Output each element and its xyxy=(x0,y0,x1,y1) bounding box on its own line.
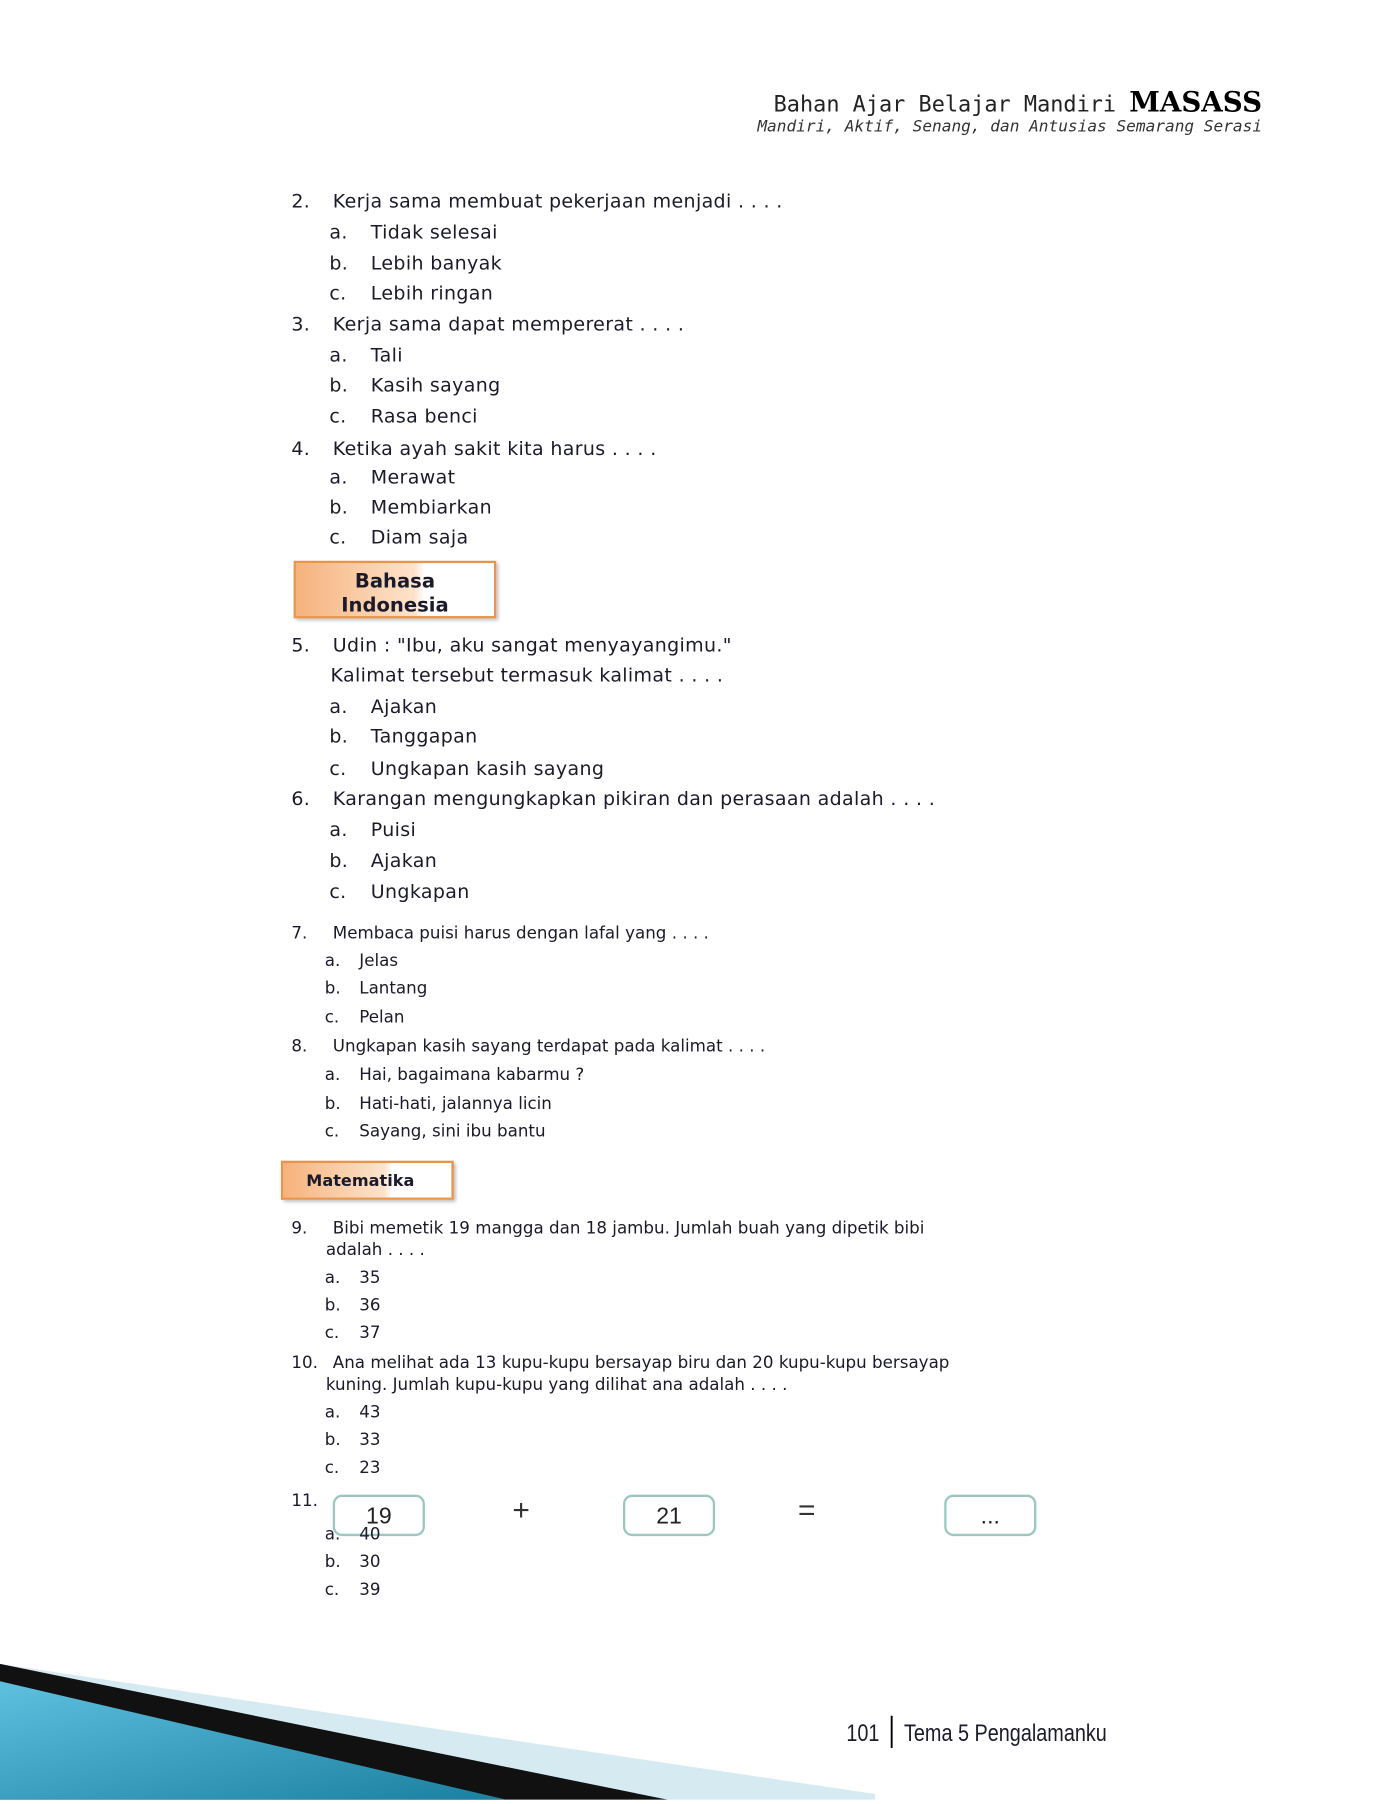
option-text: 23 xyxy=(359,1458,381,1478)
answer-option xyxy=(329,881,469,903)
question-text: Udin : "Ibu, aku sangat menyayangimu." xyxy=(332,634,732,657)
answer-option xyxy=(325,980,428,998)
question-6 xyxy=(291,788,935,810)
answer-option xyxy=(329,466,455,488)
option-text: Hati-hati, jalannya licin xyxy=(359,1095,552,1114)
option-label: a. xyxy=(329,466,348,489)
option-label: a. xyxy=(329,818,348,841)
option-label: c. xyxy=(324,1122,340,1142)
question-text-continued: kuning. Jumlah kupu-kupu yang dilihat ana adalah . . . . xyxy=(325,1376,788,1395)
answer-option xyxy=(329,758,604,780)
question-text: Ana melihat ada 13 kupu-kupu bersayap biru dan 20 kupu-kupu bersayap xyxy=(332,1354,950,1373)
answer-option xyxy=(325,1095,552,1113)
option-text: Ajakan xyxy=(370,849,438,872)
option-text: 33 xyxy=(359,1431,381,1450)
page-number: 101 xyxy=(846,1720,880,1747)
option-text: 39 xyxy=(359,1581,381,1600)
answer-option xyxy=(329,725,477,747)
option-label: a. xyxy=(329,344,348,367)
question-number: 10. xyxy=(291,1354,318,1373)
answer-option xyxy=(325,1009,405,1027)
footer-divider xyxy=(891,1716,893,1748)
option-label: c. xyxy=(324,1008,340,1028)
question-number: 9. xyxy=(291,1219,308,1238)
question-text: Bibi memetik 19 mangga dan 18 jambu. Jumlah buah yang dipetik bibi xyxy=(332,1219,925,1238)
option-text: Sayang, sini ibu bantu xyxy=(359,1122,546,1142)
answer-option xyxy=(325,1459,381,1477)
option-label: b. xyxy=(329,496,349,519)
option-text: Diam saja xyxy=(370,526,469,549)
option-text: 35 xyxy=(359,1268,381,1288)
option-label: b. xyxy=(324,1431,341,1450)
question-text: Ketika ayah sakit kita harus . . . . xyxy=(332,437,657,460)
question-text-continued: adalah . . . . xyxy=(325,1241,425,1260)
option-text: Rasa benci xyxy=(370,405,478,428)
option-label: b. xyxy=(329,252,349,275)
option-label: a. xyxy=(329,221,348,243)
option-label: b. xyxy=(324,1553,341,1572)
option-label: c. xyxy=(329,405,347,428)
option-text: Kasih sayang xyxy=(370,374,501,397)
answer-option xyxy=(329,526,468,548)
section-matematika: Matematika xyxy=(281,1161,454,1200)
answer-option xyxy=(329,496,492,518)
answer-option xyxy=(325,1297,381,1315)
question-text-continued: Kalimat tersebut termasuk kalimat . . . . xyxy=(330,664,724,687)
option-text: Lebih ringan xyxy=(370,282,494,304)
answer-option xyxy=(329,850,437,872)
option-text: 37 xyxy=(359,1324,381,1343)
section-label-line2: Indonesia xyxy=(341,594,449,618)
question-4 xyxy=(291,438,656,460)
question-number: 5. xyxy=(291,634,311,657)
question-text: Ungkapan kasih sayang terdapat pada kalimat . . . . xyxy=(332,1037,766,1056)
question-number: 11. xyxy=(291,1492,318,1511)
section-label-line1: Bahasa xyxy=(354,569,436,594)
option-label: a. xyxy=(324,1268,341,1288)
option-label: b. xyxy=(329,849,349,872)
option-text: Tidak selesai xyxy=(370,221,498,243)
option-text: Pelan xyxy=(359,1008,405,1028)
header-title xyxy=(774,85,1262,118)
question-number: 3. xyxy=(291,313,311,336)
answer-option xyxy=(325,1269,381,1287)
equals-sign: = xyxy=(797,1492,816,1527)
answer-option xyxy=(325,1581,381,1599)
answer-option xyxy=(329,282,493,304)
option-label: c. xyxy=(329,282,347,304)
answer-option xyxy=(325,952,398,970)
question-7 xyxy=(291,925,709,943)
plus-sign: + xyxy=(512,1492,530,1527)
option-text: Lantang xyxy=(359,979,428,999)
option-label: c. xyxy=(324,1458,340,1478)
question-number: 6. xyxy=(291,787,311,810)
option-text: 40 xyxy=(359,1525,381,1545)
answer-option xyxy=(325,1066,585,1084)
answer-option xyxy=(325,1526,381,1544)
answer-option xyxy=(329,252,502,274)
option-text: Ajakan xyxy=(370,695,438,718)
option-text: Lebih banyak xyxy=(370,252,502,275)
header-brand: MASASS xyxy=(1129,85,1263,119)
question-number: 2. xyxy=(291,189,311,212)
option-label: b. xyxy=(324,979,341,999)
option-label: c. xyxy=(329,526,347,549)
question-text: Membaca puisi harus dengan lafal yang . . . . xyxy=(332,924,709,944)
answer-option xyxy=(329,221,497,243)
question-2 xyxy=(291,190,782,212)
section-bahasa-indonesia xyxy=(294,561,497,619)
option-label: c. xyxy=(324,1324,340,1343)
option-text: Puisi xyxy=(370,818,417,841)
option-label: a. xyxy=(324,952,341,971)
footer-decoration xyxy=(0,1658,875,1800)
option-text: Tanggapan xyxy=(370,725,478,748)
option-label: c. xyxy=(329,880,347,903)
answer-option xyxy=(329,374,500,396)
option-label: b. xyxy=(324,1296,341,1316)
answer-option xyxy=(325,1123,546,1141)
answer-option xyxy=(325,1431,381,1449)
question-10 xyxy=(291,1354,949,1372)
question-number: 7. xyxy=(291,924,308,944)
header-title-text: Bahan Ajar Belajar Mandiri xyxy=(773,92,1117,118)
option-text: Membiarkan xyxy=(370,496,492,519)
question-text: Karangan mengungkapkan pikiran dan perasaan adalah . . . . xyxy=(332,787,936,810)
option-text: 36 xyxy=(359,1296,381,1316)
option-label: b. xyxy=(324,1095,341,1114)
question-8 xyxy=(291,1038,765,1056)
answer-option xyxy=(329,696,437,718)
option-label: b. xyxy=(329,374,349,397)
question-3 xyxy=(291,313,684,335)
question-number: 4. xyxy=(291,437,311,460)
answer-option xyxy=(325,1404,381,1422)
equation-result-box: ... xyxy=(944,1495,1036,1536)
answer-option xyxy=(329,344,402,366)
question-number: 8. xyxy=(291,1037,308,1056)
option-label: c. xyxy=(329,757,347,780)
option-label: a. xyxy=(324,1066,341,1085)
question-text: Kerja sama dapat mempererat . . . . xyxy=(332,313,685,336)
option-text: Ungkapan xyxy=(370,880,470,903)
footer-title: Tema 5 Pengalamanku xyxy=(903,1720,1107,1747)
option-label: b. xyxy=(329,725,349,748)
option-text: Jelas xyxy=(359,952,399,971)
question-9 xyxy=(291,1219,924,1237)
question-text: Kerja sama membuat pekerjaan menjadi . . . . xyxy=(332,189,783,212)
option-text: 43 xyxy=(359,1403,381,1423)
option-label: c. xyxy=(324,1581,340,1600)
option-label: a. xyxy=(324,1525,341,1545)
answer-option xyxy=(329,405,477,427)
equation-operand-1: 19 xyxy=(333,1495,425,1536)
option-text: Ungkapan kasih sayang xyxy=(370,757,605,780)
option-label: a. xyxy=(324,1403,341,1423)
answer-option xyxy=(325,1553,381,1571)
header-subtitle: Mandiri, Aktif, Senang, dan Antusias Semarang Serasi xyxy=(757,117,1263,136)
option-text: Hai, bagaimana kabarmu ? xyxy=(359,1066,585,1085)
option-text: 30 xyxy=(359,1553,381,1572)
equation-operand-2: 21 xyxy=(623,1495,715,1536)
option-label: a. xyxy=(329,695,348,718)
question-5 xyxy=(291,634,732,656)
option-text: Merawat xyxy=(370,466,456,489)
question-11 xyxy=(291,1492,332,1510)
option-text: Tali xyxy=(370,344,403,367)
answer-option xyxy=(325,1324,381,1342)
page-footer xyxy=(846,1716,1106,1748)
answer-option xyxy=(329,819,416,841)
